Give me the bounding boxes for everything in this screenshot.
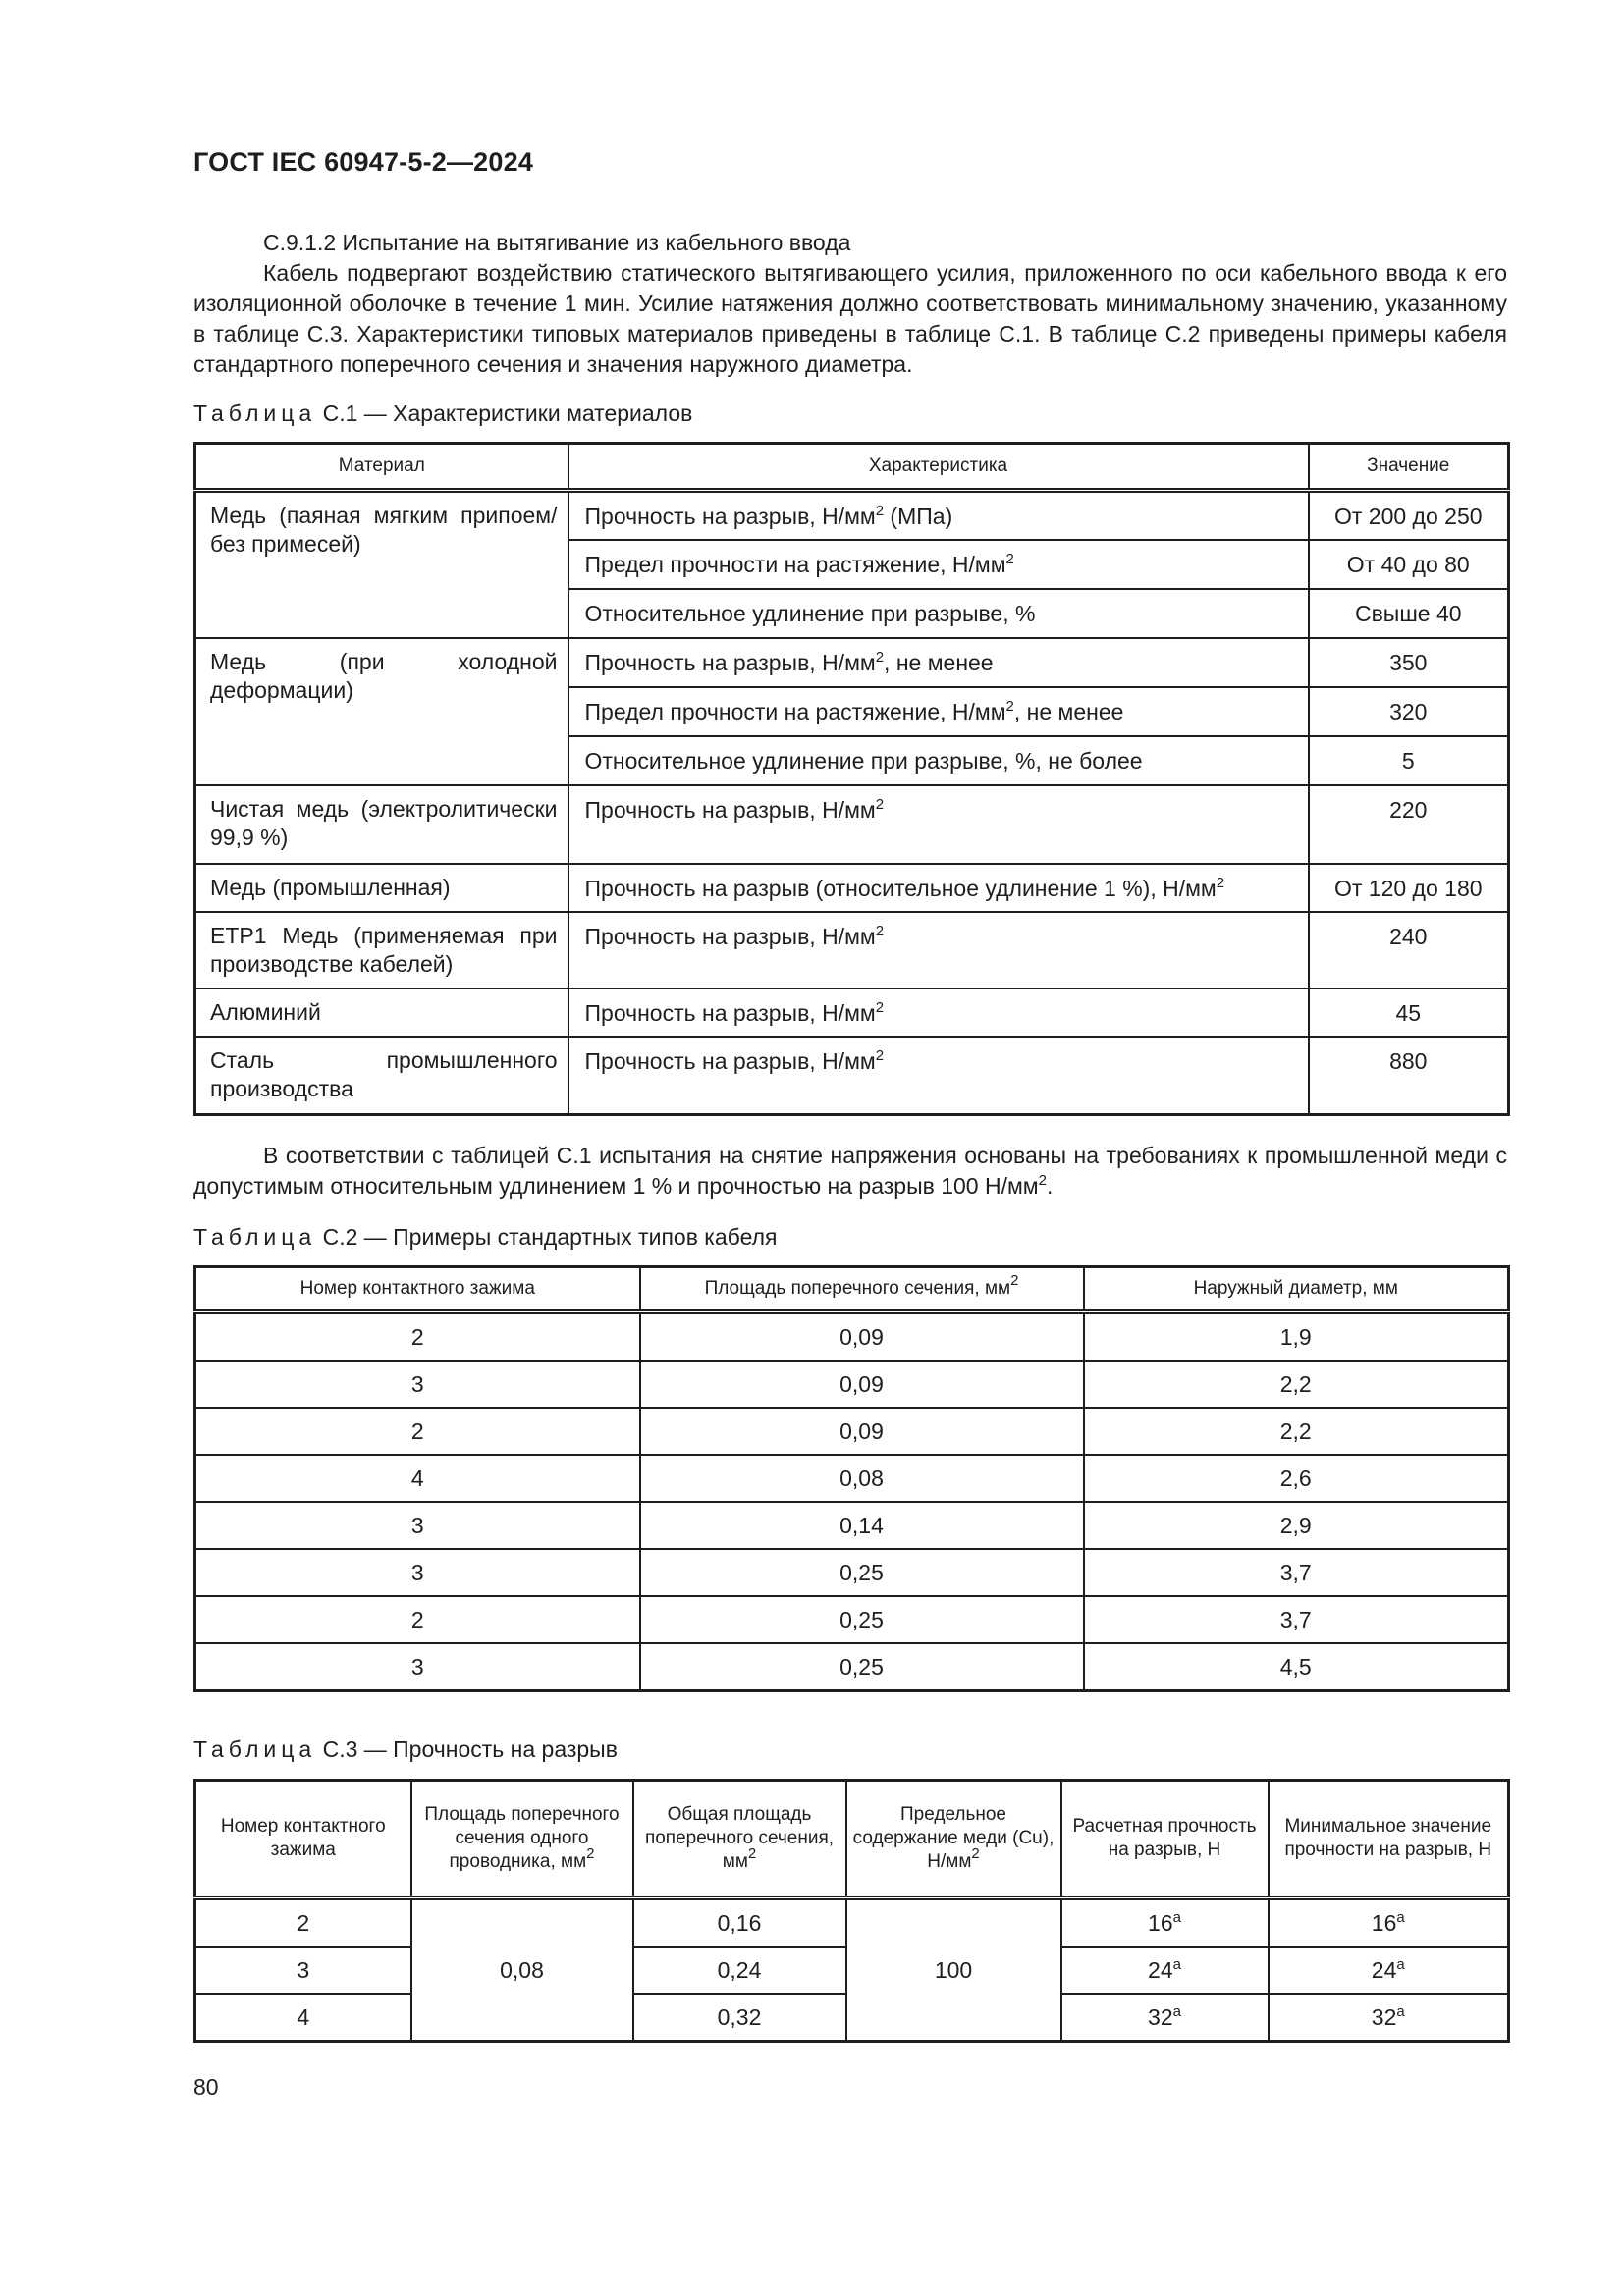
table-row bbox=[195, 1455, 1509, 1502]
table-row bbox=[195, 1408, 1509, 1455]
column-header: Общая площадь поперечного сечения, $мм^2$ bbox=[633, 1781, 846, 1898]
table-row bbox=[195, 912, 1509, 988]
column-header: Площадь поперечного сечения, $мм^2$ bbox=[640, 1267, 1084, 1312]
table-header-row bbox=[195, 444, 1509, 491]
terminal-cell: 2 bbox=[195, 1408, 640, 1455]
total-area-cell: 0,16 bbox=[633, 1898, 846, 1948]
diameter-cell: 2,2 bbox=[1084, 1361, 1509, 1408]
material-cell: Медь (промышленная) bbox=[195, 864, 568, 912]
value-cell: 320 bbox=[1309, 687, 1509, 736]
value-cell: От 40 до 80 bbox=[1309, 540, 1509, 589]
characteristic-cell: Прочность на разрыв, $Н/мм^2$ bbox=[568, 785, 1309, 864]
diameter-cell: 3,7 bbox=[1084, 1596, 1509, 1643]
area-cell: 0,25 bbox=[640, 1596, 1084, 1643]
page-number: 80 bbox=[193, 2074, 219, 2100]
column-header: Материал bbox=[195, 444, 568, 491]
table-row bbox=[195, 638, 1509, 687]
table-row bbox=[195, 1312, 1509, 1362]
area-cell: 0,14 bbox=[640, 1502, 1084, 1549]
area-cell: 0,09 bbox=[640, 1361, 1084, 1408]
table-row bbox=[195, 1596, 1509, 1643]
table-row bbox=[195, 1549, 1509, 1596]
table-row bbox=[195, 988, 1509, 1037]
min-strength-cell: 24$^a$ bbox=[1269, 1947, 1509, 1994]
table-row bbox=[195, 785, 1509, 864]
characteristic-cell: Прочность на разрыв, $Н/мм^2$, не менее bbox=[568, 638, 1309, 687]
characteristic-cell: Прочность на разрыв, $Н/мм^2$ (МПа) bbox=[568, 491, 1309, 540]
table-row bbox=[195, 1361, 1509, 1408]
column-header: Наружный диаметр, мм bbox=[1084, 1267, 1509, 1312]
table-c3 bbox=[193, 1779, 1510, 2043]
copper-limit-cell: 100 bbox=[846, 1898, 1061, 2042]
calc-strength-cell: 16$^a$ bbox=[1061, 1898, 1269, 1948]
table-row bbox=[195, 491, 1509, 540]
min-strength-cell: 32$^a$ bbox=[1269, 1994, 1509, 2042]
column-header: Предельное содержание меди (Cu), $Н/мм^2$ bbox=[846, 1781, 1061, 1898]
material-cell: Медь (паяная мягким припоем/без примесей) bbox=[195, 491, 568, 638]
table-row bbox=[195, 1037, 1509, 1115]
characteristic-cell: Относительное удлинение при разрыве, %, не более bbox=[568, 736, 1309, 785]
table-c3-caption bbox=[193, 1736, 618, 1763]
section-title: С.9.1.2 Испытание на вытягивание из кабельного ввода bbox=[263, 230, 851, 255]
value-cell: 240 bbox=[1309, 912, 1509, 988]
characteristic-cell: Предел прочности на растяжение, $Н/мм^2$ bbox=[568, 540, 1309, 589]
terminal-cell: 2 bbox=[195, 1898, 411, 1948]
intro-section bbox=[193, 228, 1507, 380]
single-area-cell: 0,08 bbox=[411, 1898, 633, 2042]
value-cell: 880 bbox=[1309, 1037, 1509, 1115]
value-cell: 5 bbox=[1309, 736, 1509, 785]
material-cell: Медь (при холодной деформации) bbox=[195, 638, 568, 785]
min-strength-cell: 16$^a$ bbox=[1269, 1898, 1509, 1948]
table-c1 bbox=[193, 442, 1510, 1116]
caption-title: С.3 — Прочность на разрыв bbox=[322, 1736, 618, 1762]
characteristic-cell: Предел прочности на растяжение, $Н/мм^2$, не менее bbox=[568, 687, 1309, 736]
calc-strength-cell: 32$^a$ bbox=[1061, 1994, 1269, 2042]
column-header: Номер контактного зажима bbox=[195, 1267, 640, 1312]
characteristic-cell: Прочность на разрыв (относительное удлинение 1 %), $Н/мм^2$ bbox=[568, 864, 1309, 912]
area-cell: 0,09 bbox=[640, 1312, 1084, 1362]
terminal-cell: 3 bbox=[195, 1643, 640, 1691]
table-header-row bbox=[195, 1781, 1509, 1898]
calc-strength-cell: 24$^a$ bbox=[1061, 1947, 1269, 1994]
value-cell: От 200 до 250 bbox=[1309, 491, 1509, 540]
column-header: Номер контактного зажима bbox=[195, 1781, 411, 1898]
column-header: Расчетная прочность на разрыв, Н bbox=[1061, 1781, 1269, 1898]
material-cell: Чистая медь (электролитически 99,9 %) bbox=[195, 785, 568, 864]
table-row bbox=[195, 864, 1509, 912]
diameter-cell: 1,9 bbox=[1084, 1312, 1509, 1362]
terminal-cell: 3 bbox=[195, 1361, 640, 1408]
characteristic-cell: Прочность на разрыв, $Н/мм^2$ bbox=[568, 1037, 1309, 1115]
diameter-cell: 2,2 bbox=[1084, 1408, 1509, 1455]
intro-paragraph: Кабель подвергают воздействию статического вытягивающего усилия, приложенного по оси кабельного ввода к его изоляционной оболочке в течение 1 мин. Усилие натяжения должно соответствовать минимальному значению, указанному в таблице С.3. Характеристики типовых материалов приведены в таблице С.1. В таблице С.2 приведены примеры кабеля стандартного поперечного сечения и значения наружного диаметра. bbox=[193, 260, 1507, 377]
terminal-cell: 4 bbox=[195, 1455, 640, 1502]
terminal-cell: 3 bbox=[195, 1947, 411, 1994]
document-code: ГОСТ IEC 60947-5-2—2024 bbox=[193, 147, 534, 177]
value-cell: 350 bbox=[1309, 638, 1509, 687]
column-header: Площадь поперечного сечения одного проводника, $мм^2$ bbox=[411, 1781, 633, 1898]
caption-label: Таблица bbox=[193, 1224, 317, 1250]
value-cell: 45 bbox=[1309, 988, 1509, 1037]
column-header: Характеристика bbox=[568, 444, 1309, 491]
table-c2-caption bbox=[193, 1224, 777, 1251]
area-cell: 0,25 bbox=[640, 1549, 1084, 1596]
terminal-cell: 2 bbox=[195, 1596, 640, 1643]
area-cell: 0,25 bbox=[640, 1643, 1084, 1691]
material-cell: Алюминий bbox=[195, 988, 568, 1037]
terminal-cell: 4 bbox=[195, 1994, 411, 2042]
caption-title: С.2 — Примеры стандартных типов кабеля bbox=[322, 1224, 778, 1250]
diameter-cell: 2,9 bbox=[1084, 1502, 1509, 1549]
terminal-cell: 3 bbox=[195, 1502, 640, 1549]
material-cell: Сталь промышленного производства bbox=[195, 1037, 568, 1115]
total-area-cell: 0,32 bbox=[633, 1994, 846, 2042]
table-row bbox=[195, 1643, 1509, 1691]
middle-paragraph: В соответствии с таблицей С.1 испытания на снятие напряжения основаны на требованиях к промышленной меди с допустимым относительным удлинением 1 % и прочностью на разрыв 100 $Н/мм^2$. bbox=[193, 1143, 1507, 1199]
table-row bbox=[195, 1502, 1509, 1549]
terminal-cell: 3 bbox=[195, 1549, 640, 1596]
table-c1-caption bbox=[193, 400, 692, 427]
characteristic-cell: Относительное удлинение при разрыве, % bbox=[568, 589, 1309, 638]
column-header: Минимальное значение прочности на разрыв, Н bbox=[1269, 1781, 1509, 1898]
diameter-cell: 2,6 bbox=[1084, 1455, 1509, 1502]
table-header-row bbox=[195, 1267, 1509, 1312]
column-header: Значение bbox=[1309, 444, 1509, 491]
caption-label: Таблица bbox=[193, 400, 317, 426]
table-c2 bbox=[193, 1265, 1510, 1692]
terminal-cell: 2 bbox=[195, 1312, 640, 1362]
table-row bbox=[195, 1898, 1509, 1948]
value-cell: 220 bbox=[1309, 785, 1509, 864]
total-area-cell: 0,24 bbox=[633, 1947, 846, 1994]
caption-title: С.1 — Характеристики материалов bbox=[322, 400, 693, 426]
value-cell: Свыше 40 bbox=[1309, 589, 1509, 638]
area-cell: 0,09 bbox=[640, 1408, 1084, 1455]
area-cell: 0,08 bbox=[640, 1455, 1084, 1502]
characteristic-cell: Прочность на разрыв, $Н/мм^2$ bbox=[568, 912, 1309, 988]
characteristic-cell: Прочность на разрыв, $Н/мм^2$ bbox=[568, 988, 1309, 1037]
material-cell: ЕТР1 Медь (применяемая при производстве кабелей) bbox=[195, 912, 568, 988]
value-cell: От 120 до 180 bbox=[1309, 864, 1509, 912]
diameter-cell: 3,7 bbox=[1084, 1549, 1509, 1596]
caption-label: Таблица bbox=[193, 1736, 317, 1762]
diameter-cell: 4,5 bbox=[1084, 1643, 1509, 1691]
